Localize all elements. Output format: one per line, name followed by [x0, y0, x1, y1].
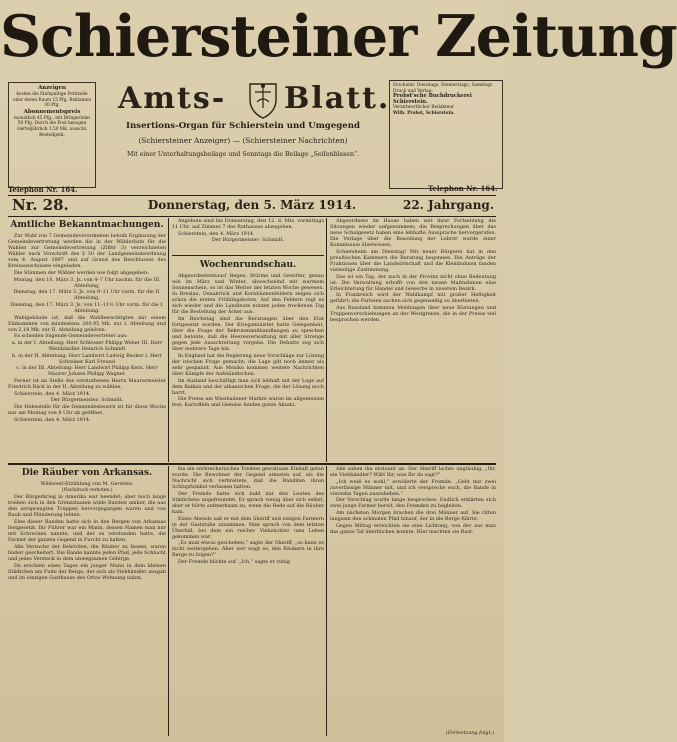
tender-notice [172, 218, 324, 254]
notice-signature: Der Bürgermeister: Schmidt. [50, 397, 124, 404]
continuation-note: (Fortsetzung folgt.) [445, 730, 494, 736]
notice-paragraph: Schierstein, den 4. März 1914. [178, 230, 255, 237]
notice-paragraph: Zur Wahl von 7 Gemeindeverordneten behufs Ergänzung der Gemeindevertretung werden die in der Wählerliste für die Wahlen zur Gemeindevertretung (Ziffer 3) verzeichneten Wähler nach Vorschrift des § 30 der Landgemeindeordnung vom 4. August 1897 und auf Grund des Beschlusses des Kreisausschusses eingeladen. [8, 233, 166, 270]
official-notices-heading: Amtliche Bekanntmachungen. [10, 220, 164, 230]
price-info-box [8, 82, 96, 188]
weekly-review-heading: Wochenrundschau. [199, 260, 297, 270]
article-paragraph: Schiersheim am Dienstag! Mit neuer Bürgerei hat in den preußischen Kammern die Beratung begonnen. Die Anträge der Fraktionen über die Landwirtschaft und die Kleinbahnen fanden vielseitige Zustimmung. [330, 248, 496, 273]
weekly-review-column [172, 258, 324, 462]
notice-paragraph: Wahlgebäude ist, daß die Wahlberechtigten mit einem Einkommen von mindestens 300,95 Mk. zur I. Abteilung und von 2,18 Mk. zur II. Abteilung gehören. [8, 314, 166, 333]
publication-days: Erscheint: Dienstags, Donnerstags, Samstags [393, 83, 493, 88]
subtitle-alt-names: (Schiersteiner Anzeiger) — (Schiersteiner Nachrichten) [138, 136, 348, 145]
notice-paragraph: Dienstag, den 17. März 3. Js. von 11–11½ Uhr vorm. für die I. Abteilung. [10, 301, 164, 314]
article-paragraph: Aus Russland kommen Meldungen über neue Rüstungen und Truppenverschiebungen an der Westgrenze, die in der Presse viel besprochen werden. [330, 305, 496, 324]
serial-story-column-2 [172, 466, 324, 736]
news-column [330, 218, 496, 462]
issue-date: Donnerstag, den 5. März 1914. [147, 198, 357, 212]
notice-paragraph: c. in der III. Abteilung: Herr Landwirt Philipp Kern. Herr Maurer Johann Philipp Wagner. [16, 365, 158, 378]
publisher-info-box [389, 80, 503, 189]
notice-paragraph: Die Stimmen der Wähler werden wie folgt abgegeben: [14, 269, 149, 276]
serial-story-column [8, 466, 166, 736]
editor-name: Wilh. Probst, Schierstein. [393, 110, 455, 116]
article-paragraph: In Frankreich wird der Wahlkampf mit großer Heftigkeit geführt; die Parteien suchen sich gegenseitig zu überbieten. [330, 292, 496, 305]
story-paragraph: Am nächsten Morgen brachen die drei Männer auf. Sie ritten langsam den schmalen Pfad hinauf, der in die Berge führte. [330, 510, 496, 523]
article-paragraph: Abgeordnete im Hause haben seit ihrer Fortsetzung die Sitzungen wieder aufgenommen; die Besprechungen über das neue Schulgesetz haben eine lebhafte Aussprache hervorgerufen. Die Vorlage über die Besoldung der Lehrer wurde einer Kommission überwiesen. [330, 218, 496, 249]
story-paragraph: Der Fremde hatte sich bald mit den Leuten des Städtchens angefreundet. Er sprach wenig über sich selbst, aber er hörte aufmerksam zu, wenn die Rede auf die Räuber kam. [172, 490, 324, 515]
blatt-word: Blatt. [284, 81, 391, 116]
column-divider [326, 466, 327, 736]
story-paragraph: „Ich weiß es wohl,“ erwiderte der Fremde. „Gebt mir zwei zuverlässige Männer mit, und ich verspreche euch, die Bande in vierzehn Tagen auszuheben.“ [330, 478, 496, 497]
subscription-text: monatlich 45 Pfg., mit Bringerlohn 50 Pfg. Durch die Post bezogen vierteljährlich 1.50 Mk. ausschl. Bestellgeld. [14, 115, 90, 138]
column-divider [326, 218, 327, 462]
section-divider [172, 255, 324, 256]
notice-paragraph: b. in der II. Abteilung: Herr Landwirt Ludwig Becker I. Herr Schreiner Karl Freund [12, 352, 162, 365]
notice-paragraph: Angebote sind bis Donnerstag, den 12. d. Mts. vormittags 11 Uhr, auf Zimmer 7 des Rathauses abzugeben. [172, 218, 324, 231]
notice-paragraph: Ferner ist an Stelle des verstorbenen Herrn Maurermeister Friedrich Bäck in der II. Abteilung zu wählen. [8, 378, 166, 391]
notice-paragraph: Montag, den 16. März 3. Js. von 4–7 Uhr nachm. für die III. Abteilung, [13, 276, 161, 289]
notice-paragraph: a. in der I. Abteilung: Herr Schlosser Philipp Weber III. Herr Weinhändler Heinrich Schmidt [11, 339, 163, 352]
publisher-place: Schierstein. [393, 98, 428, 105]
subtitle-insertions: Insertions-Organ für Schierstein und Umgegend [125, 121, 361, 131]
issue-number: Nr. 28. [12, 196, 69, 214]
article-paragraph: Das ist ein Tag, der auch in der Provinz nicht ohne Bedeutung ist. Die Verwaltung erhofft von den neuen Maßnahmen eine Erleichterung für Handel und Gewerbe in unserem Bezirk. [330, 273, 496, 292]
article-paragraph: Im Ausland beschäftigt man sich lebhaft mit der Lage auf dem Balkan und der albanischen Frage, die der Lösung noch harrt. [172, 377, 324, 396]
story-paragraph: Der Vorschlag wurde lange besprochen. Endlich erklärten sich zwei junge Farmer bereit, den Fremden zu begleiten. [330, 497, 496, 510]
notice-paragraph: Die Hebestelle für die Gemeindesteuern ist für diese Woche nur am Montag von 8 Uhr ab geöffnet. [8, 403, 166, 417]
story-paragraph: Eine dieser Banden hatte sich in den Bergen von Arkansas festgesetzt. Ihr Führer war ein Mann, dessen Namen man nur mit Schrecken nannte, und der es verstanden hatte, die Farmer der ganzen Gegend in Furcht zu halten. [8, 519, 166, 544]
story-paragraph: Gegen Mittag erreichten sie eine Lichtung, von der aus man das ganze Tal überblicken konnte. Hier machten sie Rast. [330, 522, 496, 535]
story-subtitle: Wildwest-Erzählung von M. Gerstein. [40, 481, 134, 487]
publisher-label: Druck und Verlag: [393, 88, 433, 94]
notice-paragraph: Schierstein, den 4. März 1914. [14, 416, 91, 423]
story-paragraph: Da erschien eines Tages ein junger Mann in dem kleinen Städtchen am Fuße der Berge, der sich als Viehhändler ausgab und im einzigen Gasthause des Ortes Wohnung nahm. [8, 562, 166, 581]
story-paragraph: bis ein verbrecherisches Treiben gewaltsam Einhalt getan wurde. Die Bewohner der Gegend atmeten auf, als die Nachricht sich verbreitete, daß die Banditen ihren Schlupfwinkel verlassen hätten. [172, 466, 324, 491]
story-paragraph: Der Bürgerkrieg in Amerika war beendet; aber noch lange trieben sich in den Grenzstaaten wilde Banden umher, die aus den zersprengten Truppen hervorgegangen waren und von Raub und Plünderung lebten. [8, 494, 166, 519]
story-paragraph: Alle sahen ihn erstaunt an. Der Sheriff lachte ungläubig. „Ihr, ein Viehhändler? Wißt Ihr, was Ihr da sagt?“ [330, 466, 496, 479]
notice-paragraph: Dienstag, den 17. März 3. Js. von 9–11 Uhr vorm. für die II. Abteilung, [13, 289, 161, 302]
ads-text: kosten die fünfspaltige Petitzeile oder deren Raum 15 Pfg. Reklamen 30 Pfg. [13, 92, 91, 109]
serial-story-column-3 [330, 466, 496, 736]
notice-paragraph: Es scheiden folgende Gemeindevertreter aus: [14, 333, 128, 340]
story-paragraph: Der Fremde blickte auf. „Ich,“ sagte er ruhig. [178, 559, 292, 566]
story-title: Die Räuber von Arkansas. [21, 468, 153, 478]
subtitle-supplements: Mit einer Unterhaltungsbeilage und Sonntags die Beilage „Seifenblasen“. [126, 151, 360, 158]
article-paragraph: In England hat die Regierung neue Vorschläge zur Lösung der irischen Frage gemacht; die Lage gilt noch immer als sehr gespannt. Aus Mexiko kommen weitere Nachrichten über Kämpfe der Aufständischen. [172, 352, 324, 377]
ads-heading: Anzeigen [38, 85, 66, 91]
article-paragraph: Die Preise am Wiesbadener Markte waren im allgemeinen fest; Kartoffeln und Gemüse fanden guten Absatz. [172, 396, 324, 409]
column-divider [168, 218, 169, 462]
subscription-heading: Abonnementspreis [23, 108, 81, 115]
editor-label: Verantwortlicher Redakteur [393, 105, 455, 111]
official-notices-column [8, 218, 166, 462]
reprint-note: (Nachdruck verboten.) [61, 487, 113, 493]
coat-of-arms-icon [246, 80, 280, 120]
column-divider [168, 466, 169, 736]
volume-year: 22. Jahrgang. [402, 198, 494, 212]
story-paragraph: Eines Abends saß er mit dem Sheriff und einigen Farmern in der Gaststube zusammen. Man sprach von dem letzten Überfall, bei dem ein reicher Viehzüchter ums Leben gekommen war. [172, 515, 324, 540]
notice-paragraph: Schierstein, den 4. März 1914. [14, 390, 91, 397]
section-divider [8, 463, 496, 465]
story-paragraph: Alle Versuche der Behörden, die Räuber zu fassen, waren bisher gescheitert. Die Bande kannte jeden Pfad, jede Schlucht und jedes Versteck in dem unwegsamen Gebirge. [8, 543, 166, 562]
notice-signature: Der Bürgermeister: Schmidt. [211, 237, 285, 244]
newspaper-title: Schiersteiner Zeitung [0, 3, 677, 70]
telephone-left: Telephon Nr. 164. [8, 185, 78, 194]
amts-word: Amts- [118, 81, 227, 116]
story-paragraph: „Es muß etwas geschehen,“ sagte der Sheriff, „so kann es nicht weitergehen. Aber wer wagt es, den Räubern in ihre Berge zu folgen?“ [172, 540, 324, 559]
telephone-right: Telephon Nr. 164. [428, 184, 498, 193]
article-paragraph: Im Reichstag sind die Beratungen über den Etat fortgesetzt worden. Der Kriegsminister hatte Gelegenheit, über die Frage der Rekrutenmißhandlungen zu sprechen und betonte, daß die Heeresverwaltung mit aller Strenge gegen jede Ausschreitung vorgehe. Die Debatte zog sich über mehrere Tage hin. [172, 315, 324, 353]
publisher-name: Probst'sche Buchdruckerei [393, 93, 472, 100]
article-paragraph: Abgeordnetenhaus! Regen, Stürme und Gewitter, genau wie im März und Winter, abwechselnd mit warmem Sonnenschein, so ist das Wetter der letzten Woche gewesen. In Breslau, Osnabrück und Kornblumenfeldern zeigen sich schon die ersten Frühlingsboten. Auf den Feldern regt es sich wieder und die Landleute nutzen jeden trockenen Tag für die Bestellung der Äcker aus. [172, 273, 324, 316]
